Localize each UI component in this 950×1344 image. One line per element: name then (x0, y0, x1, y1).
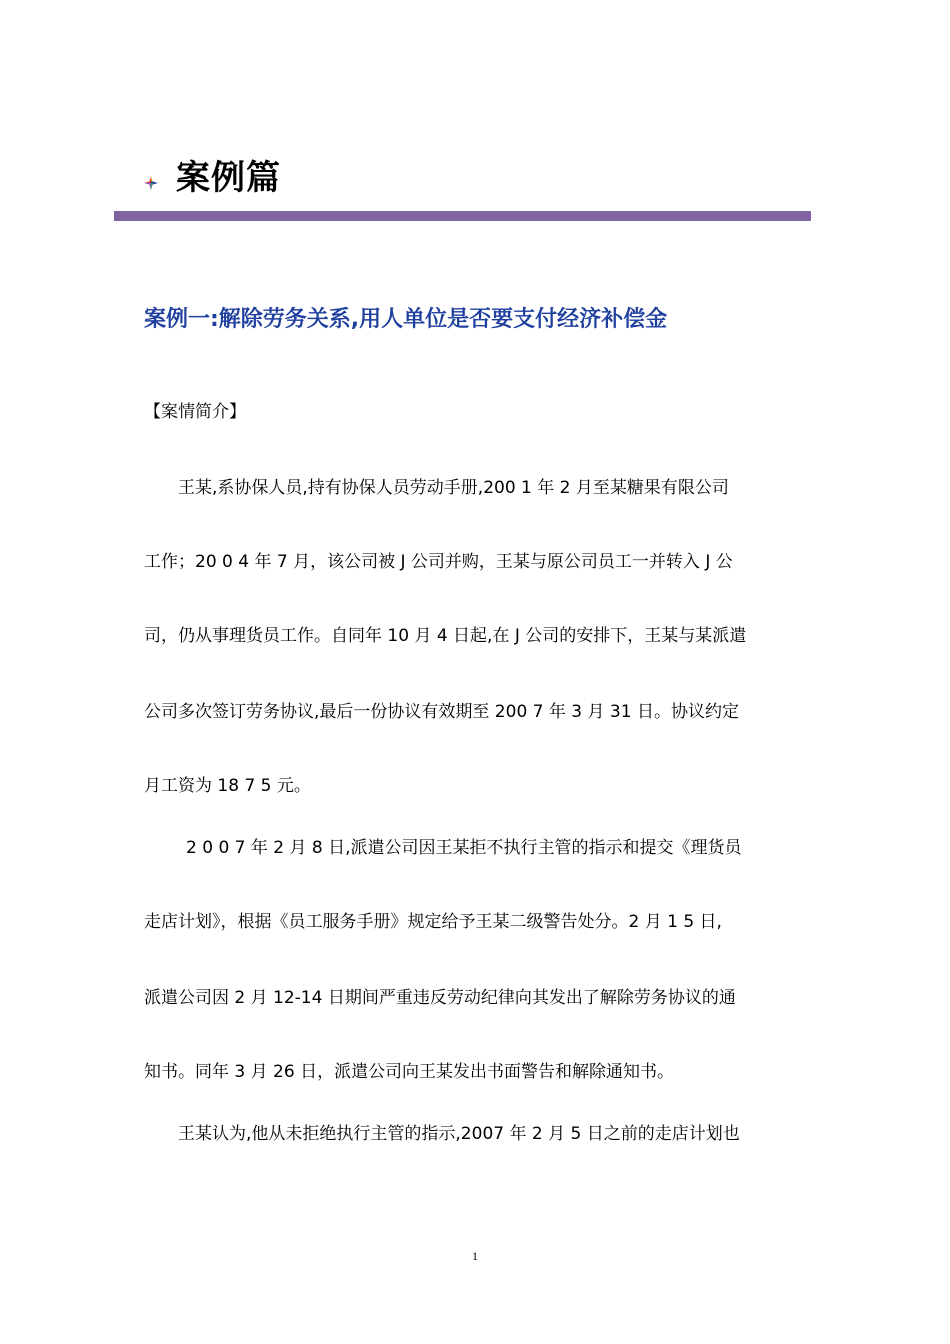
title-divider (114, 211, 811, 221)
page-number: 1 (472, 1249, 478, 1263)
paragraph-line: 派遣公司因 2 月 12-14 日期间严重违反劳动纪律向其发出了解除劳务协议的通 (144, 988, 736, 1008)
case-intro-label: 【案情简介】 (144, 402, 246, 422)
paragraph-line: 司，仍从事理货员工作。自同年 10 月 4 日起,在 J 公司的安排下，王某与某派遣 (144, 626, 747, 646)
paragraph-line: 工作；20 0 4 年 7 月，该公司被 J 公司并购，王某与原公司员工一并转入 J 公 (144, 552, 733, 572)
paragraph-line: 王某认为,他从未拒绝执行主管的指示,2007 年 2 月 5 日之前的走店计划也 (178, 1124, 740, 1144)
section-title: 案例篇 (176, 158, 281, 198)
paragraph-line: 公司多次签订劳务协议,最后一份协议有效期至 200 7 年 3 月 31 日。协议约定 (144, 702, 739, 722)
paragraph-line: 月工资为 18 7 5 元。 (144, 776, 311, 796)
paragraph-line: 走店计划》，根据《员工服务手册》规定给予王某二级警告处分。2 月 1 5 日, (144, 912, 722, 932)
diamond-bullet-icon (144, 176, 158, 190)
paragraph-line: 2 0 0 7 年 2 月 8 日,派遣公司因王某拒不执行主管的指示和提交《理货员 (186, 838, 742, 858)
paragraph-line: 王某,系协保人员,持有协保人员劳动手册,200 1 年 2 月至某糖果有限公司 (178, 478, 729, 498)
paragraph-line: 知书。同年 3 月 26 日，派遣公司向王某发出书面警告和解除通知书。 (144, 1062, 675, 1082)
case-heading: 案例一:解除劳务关系,用人单位是否要支付经济补偿金 (144, 307, 668, 332)
